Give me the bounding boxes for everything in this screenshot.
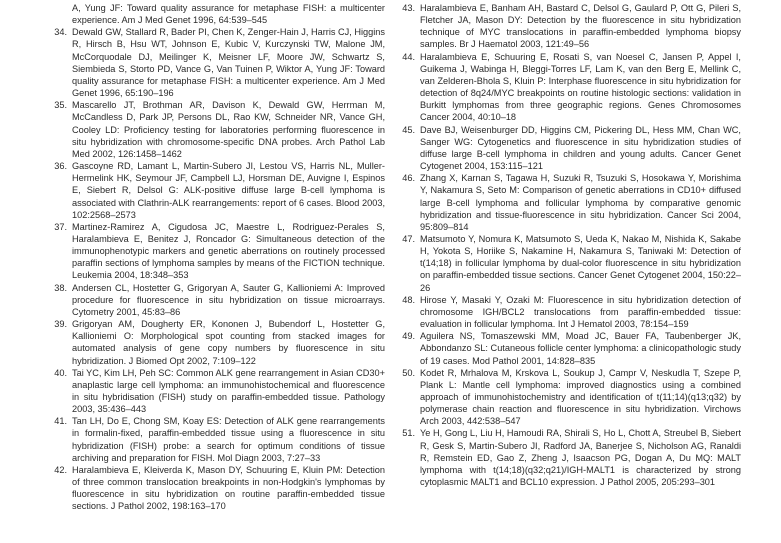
reference-item <box>52 221 385 282</box>
reference-number: 47. <box>402 233 415 244</box>
reference-number: 40. <box>54 367 67 378</box>
reference-text: Grigoryan AM, Dougherty ER, Kononen J, Bubendorf L, Hostetter G, Kallioniemi O: Morphological spot counting from stacked images for automated analysis of gene copy numbers by fluorescence in situ hybridization. J Biomed Opt 2002, 7:109–122 <box>72 319 385 366</box>
reference-item <box>52 415 385 464</box>
reference-continuation <box>52 2 385 26</box>
reference-item <box>52 160 385 221</box>
reference-item <box>400 294 741 330</box>
reference-text: Haralambieva E, Schuuring E, Rosati S, van Noesel C, Jansen P, Appel I, Guikema J, Wabinga H, Bleggi-Torres LF, Lam K, van den Berg E, Mellink C, van Zelderen-Bhola S, Kluin P: Interphase fluorescence in situ hybridization for detection of 8q24/MYC breakpoints on routine histologic sections: validation in Burkitt lymphomas from three geographic regions. Genes Chromosomes Cancer 2004, 40:10–18 <box>420 51 741 123</box>
reference-text: Tan LH, Do E, Chong SM, Koay ES: Detection of ALK gene rearrangements in formalin-fixed, paraffin-embedded tissue using a fluorescence in situ hybridization (FISH) probe: a search for optimum conditions of tissue archiving and preparation for FISH. Mol Diagn 2003, 7:27–33 <box>72 416 385 463</box>
reference-number: 51. <box>402 428 415 439</box>
reference-text: Matsumoto Y, Nomura K, Matsumoto S, Ueda K, Nakao M, Nishida K, Sakabe H, Yokota S, Horiike S, Nakamine H, Nakamura S, Taniwaki M: Detection of t(14;18) in follicular lymphoma by dual-color fluorescence in situ hybridization on paraffin-embedded tissue sections. Cancer Genet Cytogenet 2004, 150:22–26 <box>420 233 741 293</box>
reference-number-spacer <box>52 2 67 26</box>
reference-number: 38. <box>54 282 67 293</box>
reference-number: 44. <box>402 51 415 62</box>
reference-item <box>52 367 385 416</box>
reference-item <box>52 318 385 367</box>
reference-text: Haralambieva E, Banham AH, Bastard C, Delsol G, Gaulard P, Ott G, Pileri S, Fletcher JA, Mason DY: Detection by the fluorescence in situ hybridization technique of MYC translocations in paraffin-embedded lymphoma biopsy samples. Br J Haematol 2003, 121:49–56 <box>420 3 741 50</box>
reference-item <box>400 2 741 51</box>
reference-text: Andersen CL, Hostetter G, Grigoryan A, Sauter G, Kallioniemi A: Improved procedure for fluorescence in situ hybridization on tissue microarrays. Cytometry 2001, 45:83–86 <box>72 282 385 317</box>
reference-number: 37. <box>54 221 67 232</box>
reference-text: Zhang X, Karnan S, Tagawa H, Suzuki R, Tsuzuki S, Hosokawa Y, Morishima Y, Nakamura S, Seto M: Comparison of genetic aberrations in CD10+ diffused large B-cell lymphoma and follicular lymphoma by comparative genomic hybridization and tissue-fluorescence in situ hybridization. Cancer Sci 2004, 95:809–814 <box>420 173 741 232</box>
reference-text: Dewald GW, Stallard R, Bader PI, Chen K, Zenger-Hain J, Harris CJ, Higgins R, Hirsch B, Hsu WT, Johnson E, Kubic V, Kurczynski TW, Malone JM, McCorquodale DJ, Meilinger K, Meisner LF, Moore JW, Schwartz S, Siembieda S, Storto PD, Vance G, Van Tuinen P, Wiktor A, Yung JF: Toward quality assurance for metaphase FISH: a multicenter experience. Am J Med Genet 1996, 65:190–196 <box>72 27 385 99</box>
reference-number: 35. <box>54 100 67 111</box>
reference-number: 43. <box>402 3 415 13</box>
reference-text: Ye H, Gong L, Liu H, Hamoudi RA, Shirali S, Ho L, Chott A, Streubel B, Siebert R, Gesk S, Martin-Subero JI, Radford JA, Banerjee S, Nicholson AG, Ranaldi R, Remstein ED, Gao Z, Zheng J, Isaacson PG, Dogan A, Du MQ: MALT lymphoma with t(14;18)(q32;q21)/IGH-MALT1 is characterized by strong cytoplasmic MALT1 and BCL10 expression. J Pathol 2005, 205:293–301 <box>420 428 741 488</box>
reference-number: 50. <box>402 367 415 378</box>
reference-text: Martinez-Ramirez A, Cigudosa JC, Maestre L, Rodriguez-Perales S, Haralambieva E, Benitez J, Roncador G: Simultaneous detection of the immunophenotypic markers and genetic aberrations on routinely processed paraffin sections of lymphoma samples by means of the FICTION technique. Leukemia 2004, 18:348–353 <box>72 221 385 281</box>
reference-text: Aguilera NS, Tomaszewski MM, Moad JC, Bauer FA, Taubenberger JK, Abbondanzo SL: Cutaneous follicle center lymphoma: a clinicopathologic study of 19 cases. Mod Pathol 2001, 14:828–835 <box>420 331 741 366</box>
reference-number: 42. <box>54 464 67 475</box>
reference-item <box>400 51 741 124</box>
reference-number: 41. <box>54 416 67 427</box>
reference-number: 39. <box>54 319 67 330</box>
reference-item <box>400 233 741 294</box>
reference-text: Hirose Y, Masaki Y, Ozaki M: Fluorescence in situ hybridization detection of chromosome IGH/BCL2 translocations from paraffin-embedded tissue: evaluation in follicular lymphoma. Int J Hematol 2003, 78:154–159 <box>420 294 741 330</box>
reference-item <box>52 464 385 513</box>
references-column-left <box>52 2 385 513</box>
reference-text: Mascarello JT, Brothman AR, Davison K, Dewald GW, Herrman M, McCandless D, Park JP, Persons DL, Rao KW, Schneider NR, Vance GH, Cooley LD: Proficiency testing for laboratories performing fluorescence in situ hybridization with chromosome-specific DNA probes. Arch Pathol Lab Med 2002, 126:1458–1462 <box>72 100 385 159</box>
reference-item <box>400 124 741 173</box>
reference-item <box>400 330 741 366</box>
reference-item <box>400 172 741 233</box>
reference-text: Gascoyne RD, Lamant L, Martin-Subero JI, Lestou VS, Harris NL, Muller-Hermelink HK, Seymour JF, Campbell LJ, Horsman DE, Auvigne I, Espinos E, Siebert R, Delsol G: ALK-positive diffuse large B-cell lymphoma is associated with Clathrin-ALK rearrangements: report of 6 cases. Blood 2003, 102:2568–2573 <box>72 161 385 220</box>
reference-item <box>52 26 385 99</box>
reference-item <box>52 282 385 318</box>
reference-item <box>52 99 385 160</box>
reference-text: Kodet R, Mrhalova M, Krskova L, Soukup J, Campr V, Neskudla T, Szepe P, Plank L: Mantle cell lymphoma: improved diagnostics using a combined approach of immunohistochemistry and identification of t(11;14)(q13;q32) by polymerase chain reaction and fluorescence in situ hybridization. Virchows Arch 2003, 442:538–547 <box>420 367 741 427</box>
reference-number: 45. <box>402 124 415 135</box>
references-column-right <box>400 2 741 513</box>
reference-item <box>400 427 741 488</box>
reference-number: 48. <box>402 294 415 305</box>
reference-number: 49. <box>402 331 415 342</box>
reference-text: Haralambieva E, Kleiverda K, Mason DY, Schuuring E, Kluin PM: Detection of three common translocation breakpoints in non-Hodgkin's lymphomas by fluorescence in situ hybridization on routine paraffin-embedded tissue sections. J Pathol 2002, 198:163–170 <box>72 464 385 512</box>
reference-text: Dave BJ, Weisenburger DD, Higgins CM, Pickering DL, Hess MM, Chan WC, Sanger WG: Cytogenetics and fluorescence in situ hybridization studies of diffuse large B-cell lymphoma in children and young adults. Cancer Genet Cytogenet 2004, 153:115–121 <box>420 124 741 172</box>
reference-item <box>400 367 741 428</box>
reference-text: Tai YC, Kim LH, Peh SC: Common ALK gene rearrangement in Asian CD30+ anaplastic large cell lymphoma: an immunohistochemical and fluorescence in situ hybridisation (FISH) study on paraffin-embedded tissue. Pathology 2003, 35:436–443 <box>72 367 385 415</box>
reference-number: 34. <box>54 27 67 38</box>
reference-number: 36. <box>54 161 67 172</box>
reference-number: 46. <box>402 173 415 184</box>
reference-text: A, Yung JF: Toward quality assurance for metaphase FISH: a multicenter experience. Am J Med Genet 1996, 64:539–545 <box>72 3 385 26</box>
